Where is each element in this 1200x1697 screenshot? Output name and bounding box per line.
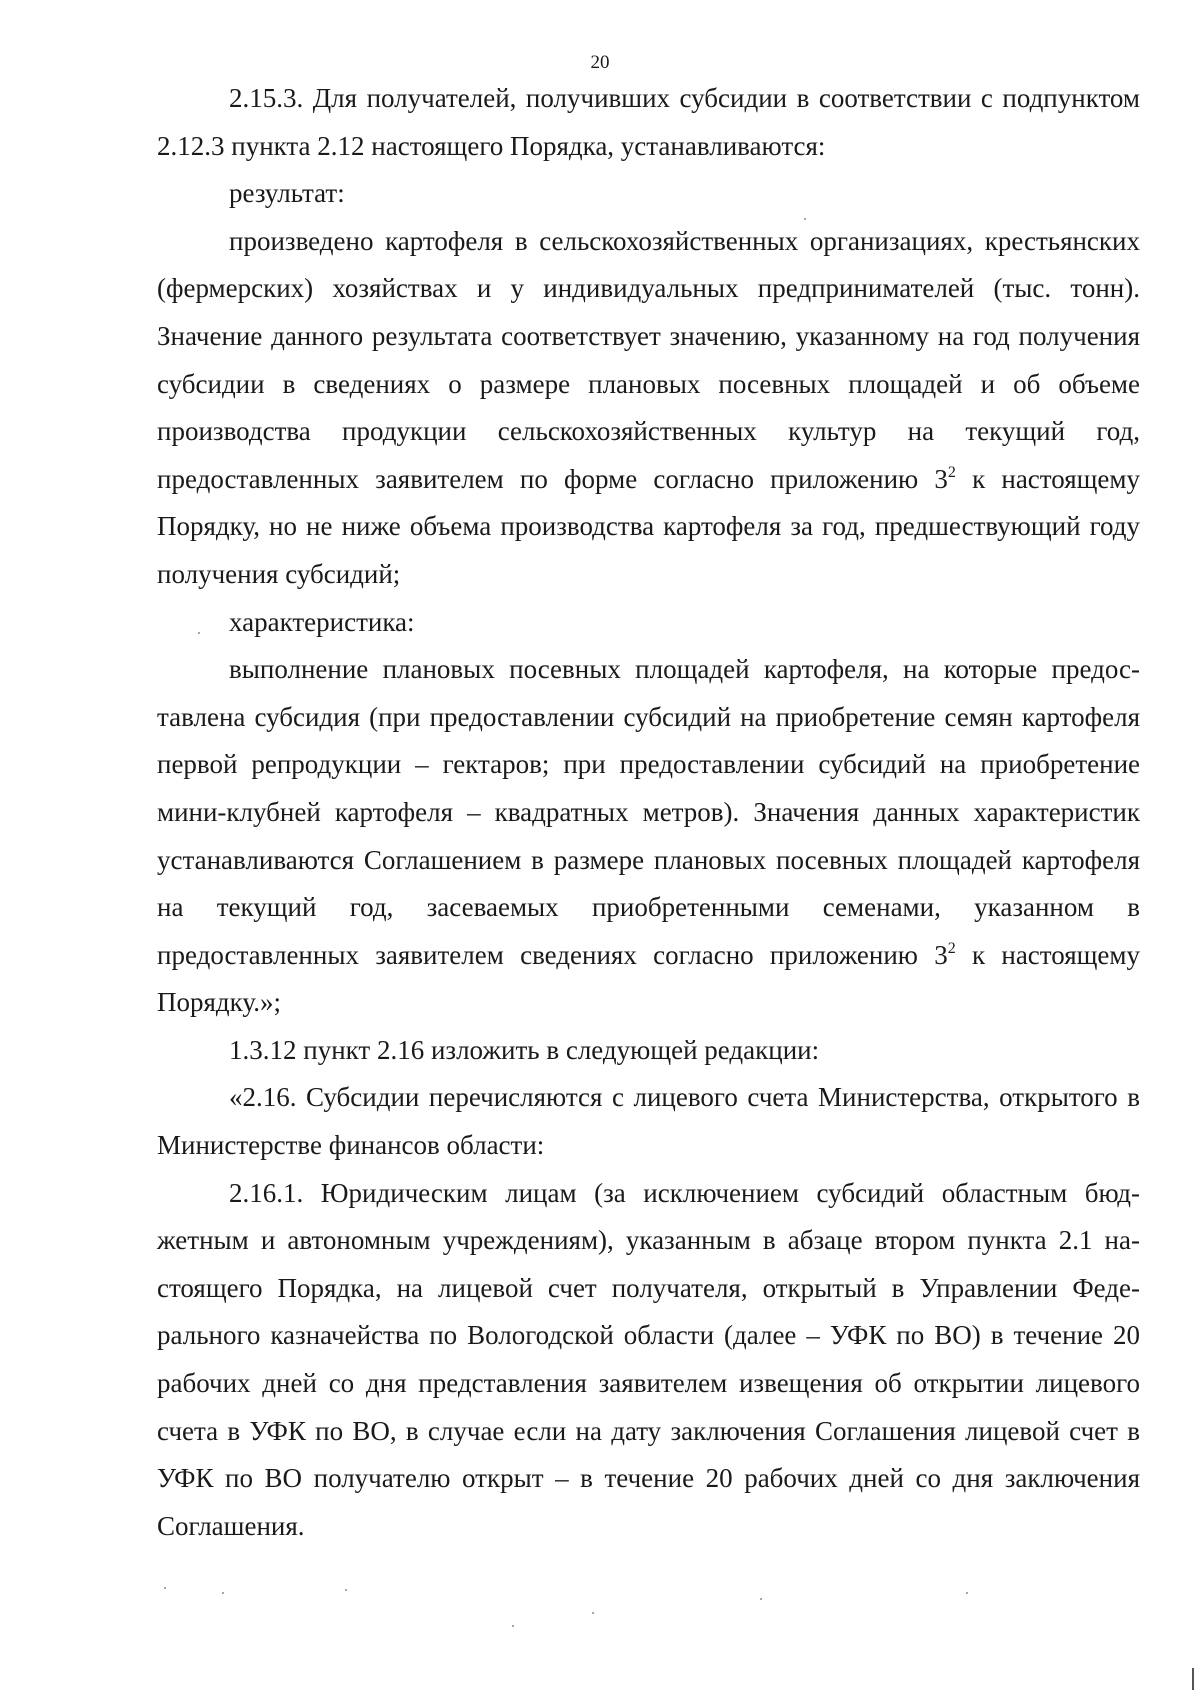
paragraph-text-segment: произведено картофеля в сельскохозяйственных организациях, крестьянских (фермерских) хозяйствах и у индивидуальных предпринимателей (тыс. тонн). Значение данного результата соответствует значению, указанному на год получения субсидии в сведениях о размере плановых посевных площадей и об объеме производства продукции сельскохозяйственных культур на текущий год, предоставленных заявителем по форме согласно приложению 3: [157, 225, 1140, 494]
paragraph-characteristic-label: характеристика:: [229, 606, 415, 637]
scan-speck: [804, 218, 806, 220]
superscript: 2: [947, 939, 956, 957]
scan-speck: [198, 632, 200, 634]
paragraph-1-3-12: 1.3.12 пункт 2.16 изложить в следующей редакции:: [229, 1034, 820, 1065]
paragraph-2-15-3: 2.15.3. Для получателей, получивших субсидии в соответствии с подпунктом 2.12.3 пункта 2.12 настоящего Порядка, устанавливаются:: [157, 83, 1140, 161]
paragraph-text-segment: выполнение плановых посевных площадей картофеля, на которые предоставлена субсидия (при предоставлении субсидий на приобретение семян картофеля первой репродукции – гектаров; при предоставлении субсидий на приобретение мини-клубней картофеля – квадратных метров). Значения данных характеристик устанавливаются Соглашением в размере плановых посевных площадей картофеля на текущий год, засеваемых приобретенными семенами, указанном в предоставленных заявителем сведениях согласно приложению 3: [157, 654, 1140, 970]
scan-speck: [966, 1592, 968, 1594]
paragraph-text-segment: к настоящему Порядку.»;: [157, 939, 1140, 1018]
scan-speck: [592, 1612, 594, 1614]
superscript: 2: [947, 463, 956, 481]
scan-speck: [512, 1625, 514, 1627]
scan-speck: [222, 1592, 224, 1594]
paragraph-characteristic-text: [157, 646, 1140, 1027]
paragraph-result-label: результат:: [229, 178, 345, 209]
scan-edge-mark: [1192, 1668, 1194, 1690]
scan-speck: [345, 1589, 347, 1591]
paragraph-2-16: «2.16. Субсидии перечисляются с лицевого счета Министерства, открытого в Министерстве финансов области:: [157, 1082, 1140, 1161]
paragraph-result-text: [157, 218, 1140, 599]
scan-speck: [164, 1587, 166, 1589]
page-number: 20: [590, 52, 610, 73]
paragraph-text-segment: к настоящему Порядку, но не ниже объема производства картофеля за год, предшествующий году получения субсидий;: [157, 463, 1140, 589]
scan-speck: [760, 1598, 762, 1600]
paragraph-2-16-1: 2.16.1. Юридическим лицам (за исключением субсидий областным бюджетным и автономным учреждениям), указанным в абзаце втором пункта 2.1 настоящего Порядка, на лицевой счет получателя, открытый в Управлении Федерального казначейства по Вологодской области (далее – УФК по ВО) в течение 20 рабочих дней со дня представления заявителем извещения об открытии лицевого счета в УФК по ВО, в случае если на дату заключения Соглашения лицевой счет в УФК по ВО получателю открыт – в течение 20 рабочих дней со дня заключения Соглашения.: [157, 1177, 1140, 1541]
document-body: [157, 75, 1140, 1550]
